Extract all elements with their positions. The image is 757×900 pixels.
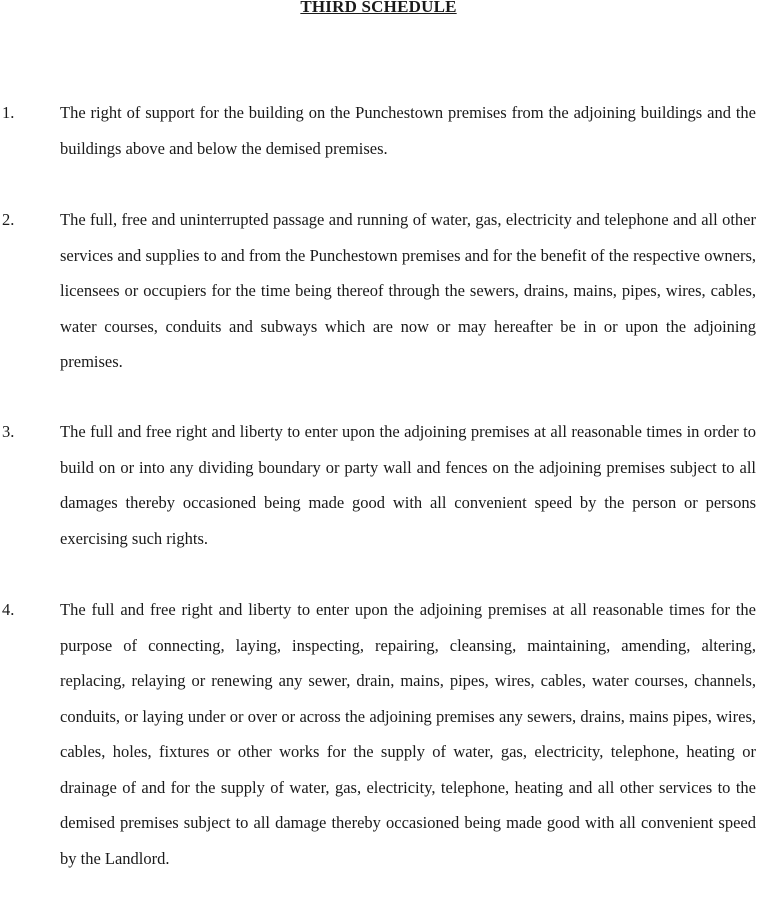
clause-number: 2.: [2, 210, 15, 229]
clause-number: 4.: [2, 600, 15, 619]
clause-text: The full and free right and liberty to enter upon the adjoining premises at all reasonable times for the purpose of connecting, laying, inspecting, repairing, cleansing, maintaining, amending, altering, replacing, relaying or renewing any sewer, drain, mains, pipes, wires, cables, water courses, channels, conduits, or laying under or over or across the adjoining premises any sewers, drains, mains pipes, wires, cables, holes, fixtures or other works for the supply of water, gas, electricity, telephone, heating or drainage of and for the supply of water, gas, electricity, telephone, heating and all other services to the demised premises subject to all damage thereby occasioned being made good with all convenient speed by the Landlord.: [60, 600, 756, 868]
clause-number: 3.: [2, 422, 15, 441]
schedule-title: THIRD SCHEDULE: [300, 0, 457, 16]
clause-text: The full and free right and liberty to enter upon the adjoining premises at all reasonable times in order to build on or into any dividing boundary or party wall and fences on the adjoining premises subject to all damages thereby occasioned being made good with all convenient speed by the person or persons exercising such rights.: [60, 422, 756, 548]
clause-text: The full, free and uninterrupted passage and running of water, gas, electricity and telephone and all other services and supplies to and from the Punchestown premises and for the benefit of the respective owners, licensees or occupiers for the time being thereof through the sewers, drains, mains, pipes, wires, cables, water courses, conduits and subways which are now or may hereafter be in or upon the adjoining premises.: [60, 210, 756, 371]
clause-text: The right of support for the building on the Punchestown premises from the adjoining buildings and the buildings above and below the demised premises.: [60, 103, 756, 158]
clause-number: 1.: [2, 103, 15, 122]
